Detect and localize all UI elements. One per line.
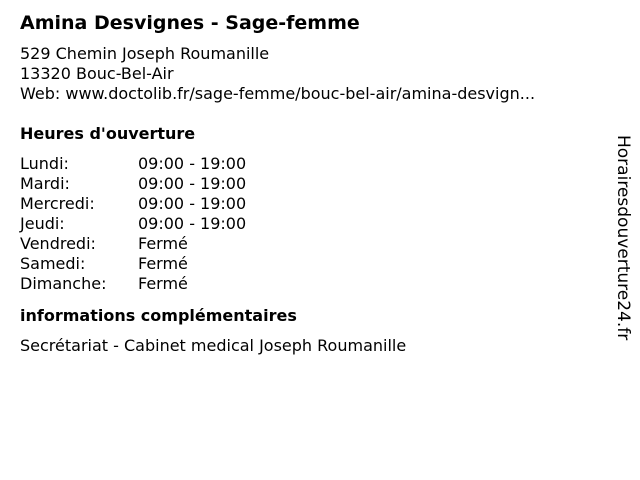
hours-table [20, 154, 600, 294]
page-title: Amina Desvignes - Sage-femme [20, 12, 360, 34]
day-label: Mercredi: [20, 194, 95, 213]
website-link[interactable]: Web: www.doctolib.fr/sage-femme/bouc-bel-air/amina-desvign... [20, 84, 536, 103]
address-street: 529 Chemin Joseph Roumanille [20, 44, 270, 63]
info-heading: informations complémentaires [20, 306, 297, 325]
day-label: Jeudi: [20, 214, 65, 233]
day-label: Dimanche: [20, 274, 107, 293]
hours-value: 09:00 - 19:00 [138, 154, 247, 173]
hours-heading: Heures d'ouverture [20, 124, 196, 143]
day-label: Samedi: [20, 254, 86, 273]
info-text: Secrétariat - Cabinet medical Joseph Roumanille [20, 336, 407, 355]
day-label: Lundi: [20, 154, 69, 173]
hours-row-saturday [20, 254, 600, 274]
address-block [20, 44, 600, 104]
hours-row-tuesday [20, 174, 600, 194]
business-card [20, 10, 600, 356]
hours-row-wednesday [20, 194, 600, 214]
hours-row-monday [20, 154, 600, 174]
hours-row-sunday [20, 274, 600, 294]
day-label: Mardi: [20, 174, 70, 193]
hours-value: Fermé [138, 234, 188, 253]
hours-value: Fermé [138, 274, 188, 293]
hours-value: 09:00 - 19:00 [138, 174, 247, 193]
hours-value: 09:00 - 19:00 [138, 194, 247, 213]
day-label: Vendredi: [20, 234, 96, 253]
hours-row-friday [20, 234, 600, 254]
hours-value: Fermé [138, 254, 188, 273]
hours-value: 09:00 - 19:00 [138, 214, 247, 233]
address-city: 13320 Bouc-Bel-Air [20, 64, 174, 83]
hours-row-thursday [20, 214, 600, 234]
site-brand-label: Horairesdouverture24.fr [613, 135, 633, 341]
